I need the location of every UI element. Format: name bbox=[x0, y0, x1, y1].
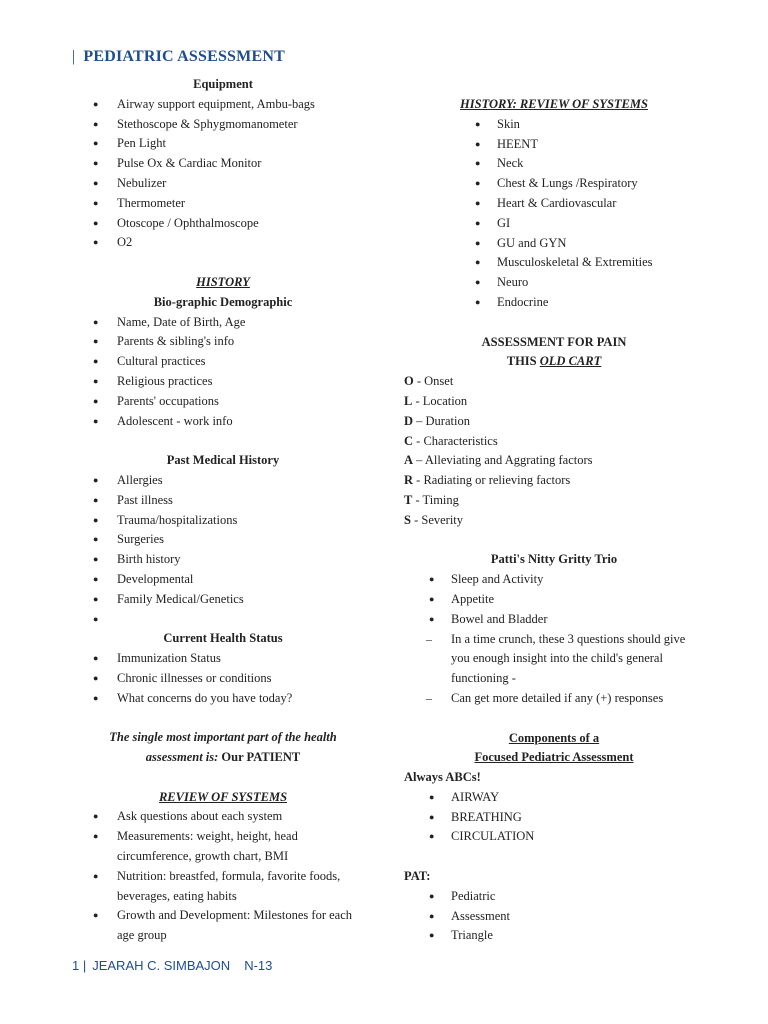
list-item: ● Heart & Cardiovascular bbox=[404, 194, 704, 214]
list-item: ● Pulse Ox & Cardiac Monitor bbox=[88, 154, 358, 174]
list-item: ● BREATHING bbox=[404, 808, 704, 828]
equipment-list bbox=[88, 95, 358, 253]
pain-item bbox=[404, 511, 704, 531]
pain-item bbox=[404, 392, 704, 412]
list-item: ● Sleep and Activity bbox=[404, 570, 704, 590]
pain-text: – Duration bbox=[413, 413, 470, 428]
list-item: ● Immunization Status bbox=[88, 649, 358, 669]
list-item: ● Growth and Development: Milestones for each age group bbox=[88, 906, 358, 946]
chs-list bbox=[88, 649, 358, 708]
list-item: ● O2 bbox=[88, 233, 358, 253]
list-item: ● GU and GYN bbox=[404, 234, 704, 254]
list-item: ● HEENT bbox=[404, 135, 704, 155]
abc-list bbox=[404, 788, 704, 847]
list-item: ● Pediatric bbox=[404, 887, 704, 907]
list-item: ● Adolescent - work info bbox=[88, 412, 358, 432]
list-item: ● AIRWAY bbox=[404, 788, 704, 808]
pain-letter: L bbox=[404, 393, 413, 408]
pain-letter: R bbox=[404, 473, 414, 488]
pain-letter: C bbox=[404, 433, 414, 448]
components-heading-1: Components of a bbox=[508, 730, 600, 745]
pain-text: – Alleviating and Aggrating factors bbox=[413, 453, 593, 468]
pain-item bbox=[404, 491, 704, 511]
pain-text: - Onset bbox=[413, 374, 454, 389]
list-item: ● Past illness bbox=[88, 491, 358, 511]
trio-heading: Patti's Nitty Gritty Trio bbox=[490, 552, 618, 567]
list-item: ● Developmental bbox=[88, 570, 358, 590]
list-item: ● Bowel and Bladder bbox=[404, 610, 704, 630]
history-heading: HISTORY bbox=[196, 274, 250, 289]
list-item: ● Pen Light bbox=[88, 134, 358, 154]
list-item: ● Name, Date of Birth, Age bbox=[88, 313, 358, 333]
pain-acronym: OLD CART bbox=[539, 354, 602, 369]
list-item: ● Musculoskeletal & Extremities bbox=[404, 253, 704, 273]
title-text: PEDIATRIC ASSESSMENT bbox=[83, 48, 285, 65]
pain-text: - Location bbox=[412, 393, 468, 408]
page-title bbox=[72, 48, 285, 66]
pain-item bbox=[404, 471, 704, 491]
list-item: ● Ask questions about each system bbox=[88, 807, 358, 827]
pain-item bbox=[404, 432, 704, 452]
list-item: ● Measurements: weight, height, head circumference, growth chart, BMI bbox=[88, 827, 358, 867]
always-abcs: Always ABCs! bbox=[404, 770, 481, 785]
components-heading-2: Focused Pediatric Assessment bbox=[474, 750, 634, 765]
bio-list bbox=[88, 313, 358, 432]
pain-text: - Radiating or relieving factors bbox=[413, 473, 571, 488]
chs-heading: Current Health Status bbox=[163, 631, 283, 646]
list-item: ● Appetite bbox=[404, 590, 704, 610]
section-code: N-13 bbox=[244, 958, 273, 973]
pain-letter: T bbox=[404, 492, 413, 507]
list-item: ● Endocrine bbox=[404, 293, 704, 313]
list-item: ● What concerns do you have today? bbox=[88, 689, 358, 709]
pain-heading: ASSESSMENT FOR PAIN bbox=[481, 334, 627, 349]
pmh-heading: Past Medical History bbox=[166, 453, 280, 468]
list-item: ● Birth history bbox=[88, 550, 358, 570]
list-item: ● Allergies bbox=[88, 471, 358, 491]
pain-item bbox=[404, 412, 704, 432]
list-item: – In a time crunch, these 3 questions should give you enough insight into the child's general functioning - bbox=[404, 630, 704, 689]
pain-text: - Characteristics bbox=[413, 433, 498, 448]
trio-list bbox=[404, 570, 704, 629]
equipment-heading: Equipment bbox=[193, 77, 253, 91]
list-item: ● Triangle bbox=[404, 926, 704, 946]
page-footer bbox=[72, 958, 272, 973]
ros-list bbox=[88, 807, 358, 946]
note-prefix: The single most important part of the health assessment is: bbox=[109, 730, 337, 765]
bio-heading: Bio-graphic Demographic bbox=[153, 294, 293, 309]
list-item: ● Trauma/hospitalizations bbox=[88, 511, 358, 531]
pain-text: - Severity bbox=[410, 512, 464, 527]
pain-letter: A bbox=[404, 453, 414, 468]
list-item: ● CIRCULATION bbox=[404, 827, 704, 847]
list-item: ● Skin bbox=[404, 115, 704, 135]
pmh-list bbox=[88, 471, 358, 629]
author-name: JEARAH C. SIMBAJON bbox=[92, 958, 231, 973]
right-column bbox=[404, 95, 704, 946]
page-number: 1 | bbox=[72, 958, 87, 973]
list-item: ● Chronic illnesses or conditions bbox=[88, 669, 358, 689]
pain-letter: S bbox=[404, 512, 411, 527]
pain-this: THIS bbox=[506, 354, 537, 369]
list-item: ● Parents' occupations bbox=[88, 392, 358, 412]
list-item: ● Stethoscope & Sphygmomanometer bbox=[88, 115, 358, 135]
pat-list bbox=[404, 887, 704, 946]
list-item: ● Religious practices bbox=[88, 372, 358, 392]
trio-notes bbox=[404, 630, 704, 709]
list-item: ● Nutrition: breastfed, formula, favorite foods, beverages, eating habits bbox=[88, 867, 358, 907]
pain-text: - Timing bbox=[412, 492, 459, 507]
hros-heading: HISTORY: REVIEW OF SYSTEMS bbox=[460, 97, 648, 111]
note-patient: Our PATIENT bbox=[221, 750, 301, 765]
list-item: ● Surgeries bbox=[88, 530, 358, 550]
list-item: ● Airway support equipment, Ambu-bags bbox=[88, 95, 358, 115]
list-item: ● Otoscope / Ophthalmoscope bbox=[88, 214, 358, 234]
list-item: ● Thermometer bbox=[88, 194, 358, 214]
list-item: ● Family Medical/Genetics bbox=[88, 590, 358, 610]
pain-item bbox=[404, 372, 704, 392]
title-bar: | bbox=[72, 48, 76, 65]
pain-list bbox=[404, 372, 704, 530]
list-item: – Can get more detailed if any (+) responses bbox=[404, 689, 704, 709]
list-item: ● Neuro bbox=[404, 273, 704, 293]
list-item: ● Neck bbox=[404, 154, 704, 174]
pain-item bbox=[404, 451, 704, 471]
list-item: ● Parents & sibling's info bbox=[88, 332, 358, 352]
list-item bbox=[88, 610, 358, 630]
left-column bbox=[88, 75, 358, 946]
list-item: ● Assessment bbox=[404, 907, 704, 927]
pat-label: PAT: bbox=[404, 869, 431, 884]
ros-heading: REVIEW OF SYSTEMS bbox=[158, 789, 288, 804]
pain-subheading bbox=[404, 352, 704, 372]
hros-list bbox=[404, 115, 704, 313]
key-note bbox=[88, 728, 358, 768]
pain-letter: D bbox=[404, 413, 414, 428]
list-item: ● Cultural practices bbox=[88, 352, 358, 372]
list-item: ● Chest & Lungs /Respiratory bbox=[404, 174, 704, 194]
list-item: ● GI bbox=[404, 214, 704, 234]
pain-letter: O bbox=[404, 374, 414, 389]
list-item: ● Nebulizer bbox=[88, 174, 358, 194]
